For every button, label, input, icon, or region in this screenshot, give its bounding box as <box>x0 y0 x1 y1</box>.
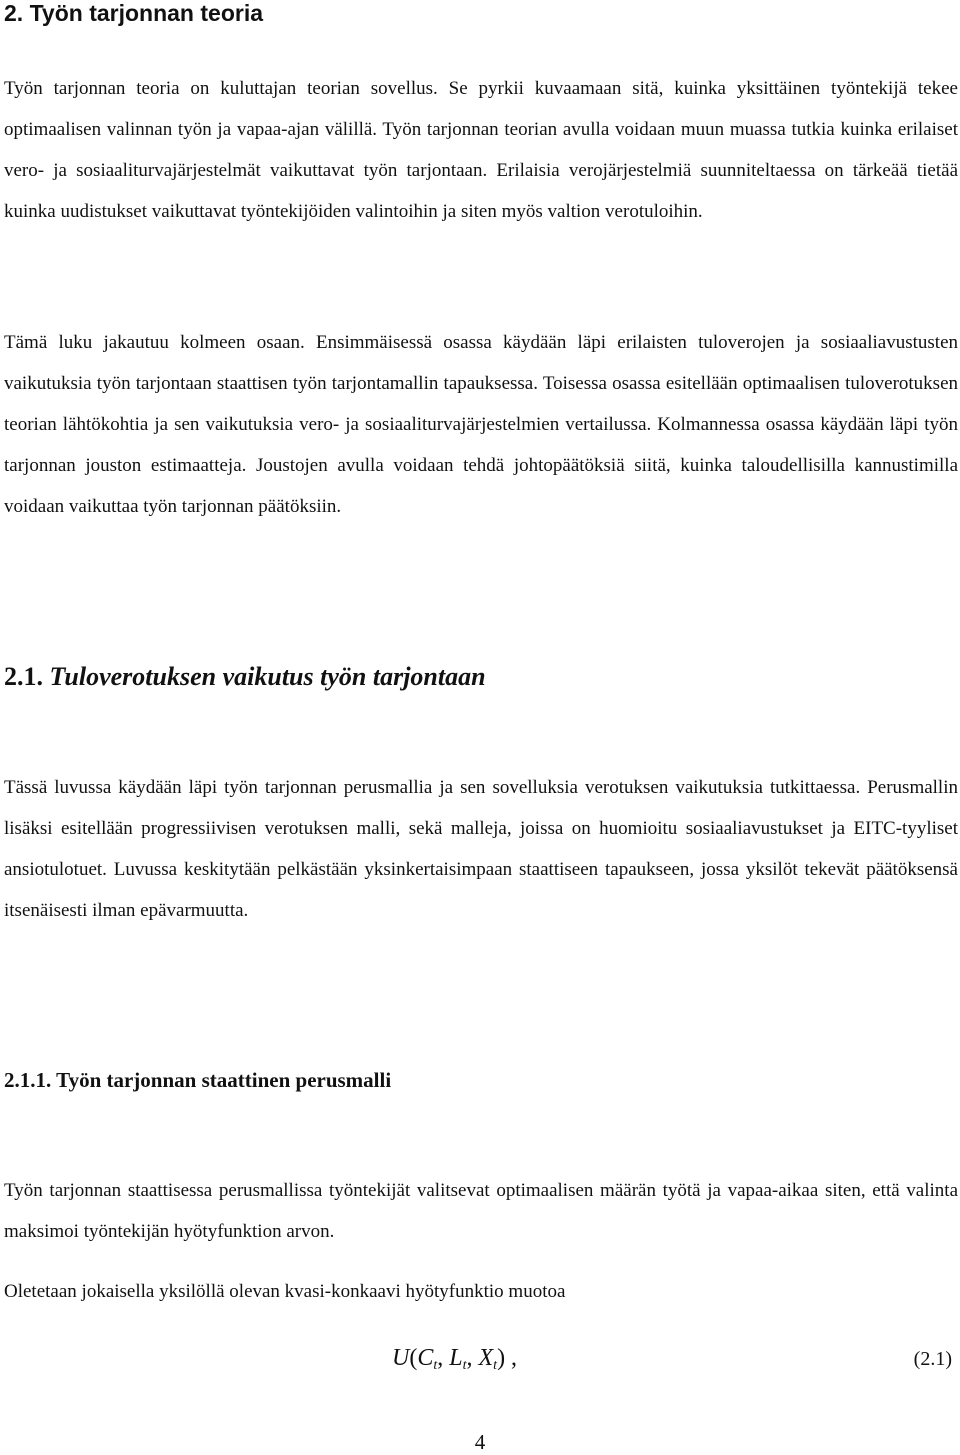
subsection-title: Tuloverotuksen vaikutus työn tarjontaan <box>49 662 486 691</box>
subsection-heading <box>4 659 486 695</box>
eq-sub-c: t <box>433 1358 438 1373</box>
eq-func: U <box>392 1345 410 1371</box>
eq-var-x: X <box>478 1345 494 1371</box>
eq-var-c: C <box>417 1345 434 1371</box>
section-heading: 2. Työn tarjonnan teoria <box>4 0 263 26</box>
equation-number: (2.1) <box>913 1348 952 1370</box>
subsection-number: 2.1. <box>4 662 43 691</box>
subsection-paragraph: Tässä luvussa käydään läpi työn tarjonnan perusmallia ja sen sovelluksia verotuksen vaikutuksia tutkittaessa. Perusmallin lisäksi esitellään progressiivisen verotuksen malli, sekä malleja, joissa on huomioitu sosiaaliavustukset ja EITC-tyyliset ansiotulotuet. Luvussa keskitytään pelkästään yksinkertaisimpaan staattiseen tapaukseen, jossa yksilöt tekevät päätöksensä itsenäisesti ilman epävarmuutta. <box>4 777 958 921</box>
page-number: 4 <box>474 1430 486 1454</box>
assumption-paragraph: Oletetaan jokaisella yksilöllä olevan kvasi-konkaavi hyötyfunktio muotoa <box>4 1281 566 1302</box>
eq-var-l: L <box>449 1345 463 1371</box>
intro-paragraph: Työn tarjonnan teoria on kuluttajan teorian sovellus. Se pyrkii kuvaamaan sitä, kuinka yksittäinen työntekijä tekee optimaalisen valinnan työn ja vapaa-ajan välillä. Työn tarjonnan teorian avulla voidaan muun muassa tutkia kuinka erilaiset vero- ja sosiaaliturvajärjestelmät vaikuttavat työn tarjontaan. Erilaisia verojärjestelmiä suunniteltaessa on tärkeää tietää kuinka uudistukset vaikuttavat työntekijöiden valintoihin ja siten myös valtion verotuloihin. <box>4 78 958 222</box>
eq-sub-x: t <box>493 1358 498 1373</box>
subsubsection-heading: 2.1.1. Työn tarjonnan staattinen perusmalli <box>4 1068 392 1092</box>
utility-function-formula: $U(C_t$, $L_t$, $X_t$) , <box>392 1345 518 1373</box>
equation-2-1 <box>0 1340 960 1380</box>
chapter-outline-paragraph: Tämä luku jakautuu kolmeen osaan. Ensimmäisessä osassa käydään läpi erilaisten tuloverojen ja sosiaaliavustusten vaikutuksia työn tarjontaan staattisen työn tarjontamallin tapauksessa. Toisessa osassa esitellään optimaalisen tuloverotuksen teorian lähtökohtia ja sen vaikutuksia vero- ja sosiaaliturvajärjestelmien vertailussa. Kolmannessa osassa käydään läpi työn tarjonnan jouston estimaatteja. Joustojen avulla voidaan tehdä johtopäätöksiä siitä, kuinka taloudellisilla kannustimilla voidaan vaikuttaa työn tarjonnan päätöksiin. <box>4 332 958 517</box>
model-description-paragraph: Työn tarjonnan staattisessa perusmallissa työntekijät valitsevat optimaalisen määrän työtä ja vapaa-aikaa siten, että valinta maksimoi työntekijän hyötyfunktion arvon. <box>4 1180 958 1242</box>
eq-sub-l: t <box>462 1358 467 1373</box>
